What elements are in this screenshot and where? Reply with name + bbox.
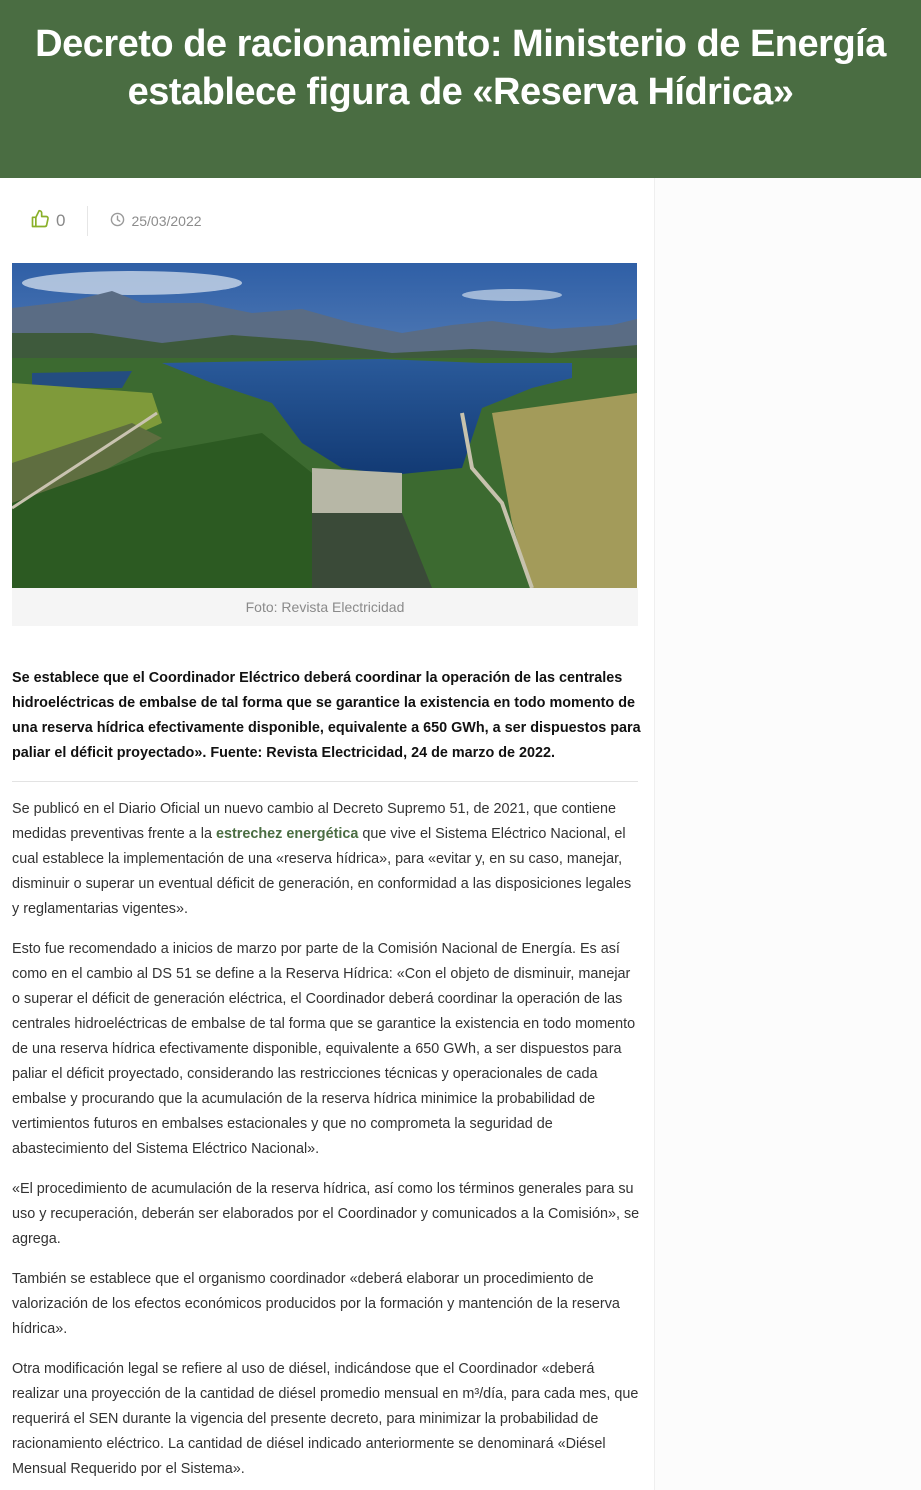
article-title: Decreto de racionamiento: Ministerio de Energía establece figura de «Reserva Hídrica» (35, 23, 886, 113)
clock-icon (110, 212, 125, 231)
sidebar (654, 178, 921, 1490)
paragraph-1-text-end: que vive el Sistema Eléctrico Nacional, el cual establece la implementación de una «reserva hídrica», para «evitar y, en su caso, manejar, disminuir o superar un eventual déficit de generación, en conformidad a las disposiciones legales y reglamentarias vigentes». (12, 826, 632, 917)
like-button[interactable] (30, 206, 88, 236)
estrechez-energetica-link[interactable]: estrechez energética (215, 826, 359, 842)
paragraph-2: Esto fue recomendado a inicios de marzo por parte de la Comisión Nacional de Energía. Es así como en el cambio al DS 51 se define a la Reserva Hídrica: «Con el objeto de disminuir, manejar o superar el déficit de generación eléctrica, el Coordinador deberá coordinar la operación de las centrales hidroeléctricas de embalse de tal forma que se garantice la existencia en todo momento de una reserva hídrica efectivamente disponible, equivalente a 650 GWh, a ser dispuestos para paliar el déficit proyectado, considerando las restricciones técnicas y operacionales de cada embalse y procurando que la acumulación de la reserva hídrica minimice la probabilidad de vertimientos futuros en embalses estacionales y que no comprometa la seguridad de abastecimiento del Sistema Eléctrico Nacional». (12, 941, 636, 1157)
paragraph-5: Otra modificación legal se refiere al uso de diésel, indicándose que el Coordinador «deberá realizar una proyección de la cantidad de diésel promedio mensual en m³/día, para cada mes, que requerirá el SEN durante la vigencia del presente decreto, para minimizar la probabilidad de racionamiento eléctrico. La cantidad de diésel indicado anteriormente se denominará «Diésel Mensual Requerido por el Sistema». (12, 1361, 639, 1477)
article-header (0, 0, 921, 178)
like-count: 0 (56, 211, 66, 230)
dam-reservoir-photo (12, 263, 637, 588)
article-body (12, 797, 642, 1490)
article-meta (30, 206, 202, 236)
paragraph-3: «El procedimiento de acumulación de la reserva hídrica, así como los términos generales para su uso y recuperación, deberán ser elaborados por el Coordinador y comunicados a la Comisión», se agrega. (12, 1181, 640, 1247)
publish-date (88, 212, 201, 231)
date-text: 25/03/2022 (131, 213, 202, 229)
paragraph-1-text-start: Se publicó en el Diario Oficial un nuevo cambio al Decreto Supremo 51, de 2021, que contiene medidas preventivas frente a la (12, 801, 616, 842)
paragraph-4: También se establece que el organismo coordinador «deberá elaborar un procedimiento de valorización de los efectos económicos producidos por la formación y mantención de la reserva hídrica». (12, 1271, 620, 1337)
thumbs-up-icon (30, 209, 50, 233)
divider (12, 781, 638, 782)
article-lead: Se establece que el Coordinador Eléctrico deberá coordinar la operación de las centrales hidroeléctricas de embalse de tal forma que se garantice la existencia en todo momento de una reserva hídrica efectivamente disponible, equivalente a 650 GWh, a ser dispuestos para paliar el déficit proyectado». Fuente: Revista Electricidad, 24 de marzo de 2022. (12, 670, 641, 761)
photo-caption: Foto: Revista Electricidad (12, 588, 638, 626)
paragraph-1 (12, 797, 642, 922)
